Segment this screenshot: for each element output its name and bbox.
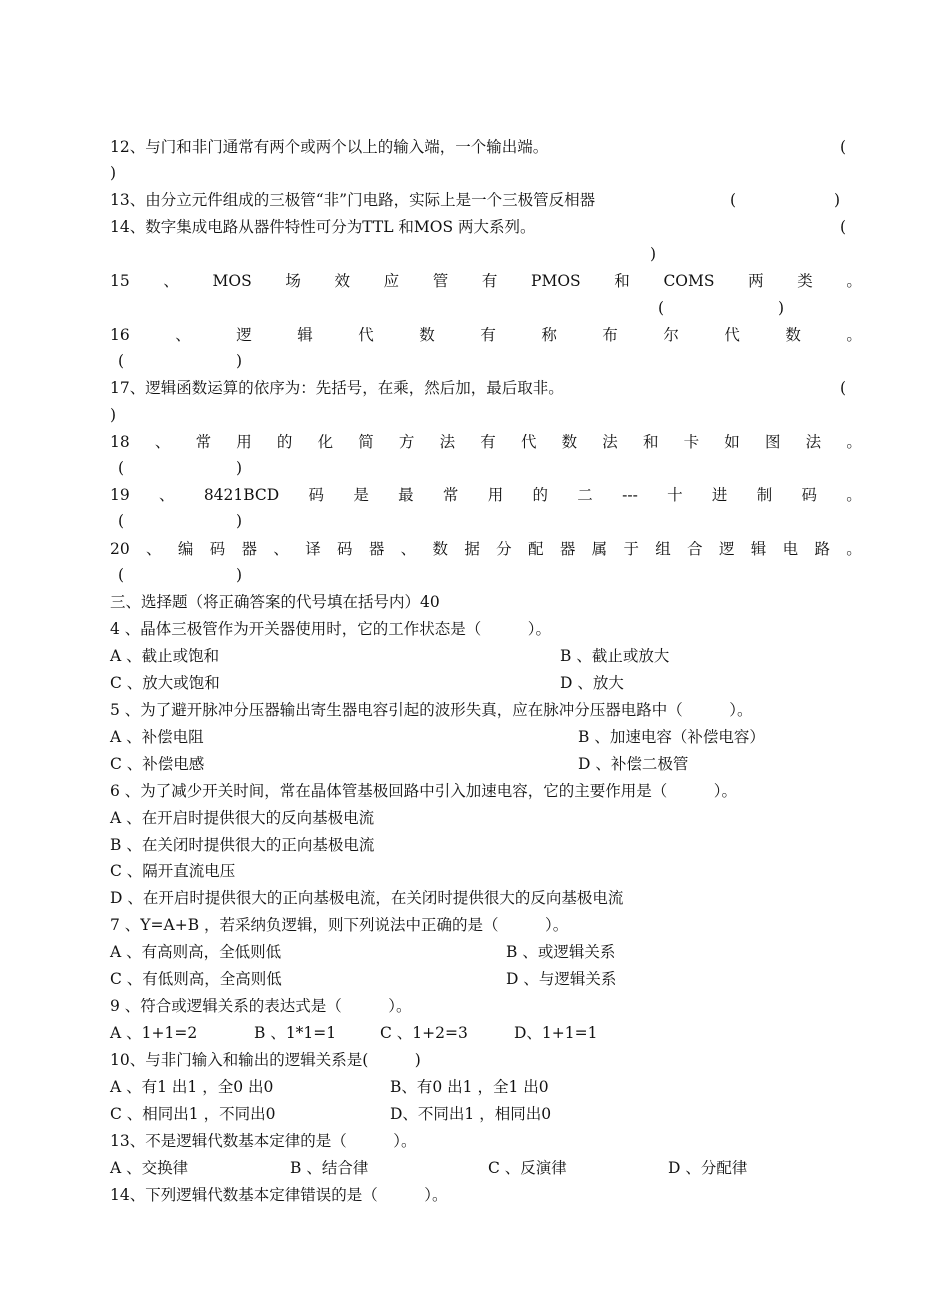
answer-close-paren: ): [834, 191, 841, 209]
question-text: 12、与门和非门通常有两个或两个以上的输入端，一个输出端。: [110, 138, 549, 156]
question-char: 。: [846, 540, 862, 558]
question-char: 器: [368, 540, 385, 558]
question-char: 、: [159, 486, 175, 504]
tf-question-19: [110, 482, 862, 508]
tf-question-16-parens: [110, 348, 862, 374]
question-char: PMOS: [531, 272, 581, 290]
question-char: 、: [175, 326, 191, 344]
question-char: 。: [846, 433, 862, 451]
option-a: A 、在开启时提供很大的反向基极电流: [110, 809, 375, 827]
mc-question-4-row-2: [110, 670, 862, 696]
mc-question-13-stem: 13、不是逻辑代数基本定律的是（ ）。: [110, 1132, 417, 1150]
question-char: 辑: [297, 326, 313, 344]
question-char: 电: [782, 540, 799, 558]
mc-question-10-stem: 10、与非门输入和输出的逻辑关系是( ): [110, 1051, 421, 1069]
question-char: 的: [532, 486, 549, 504]
question-char: 用: [487, 486, 504, 504]
question-char: 方: [398, 433, 415, 451]
question-char: 码: [801, 486, 817, 504]
question-char: 和: [642, 433, 659, 451]
question-char: 数: [419, 326, 435, 344]
question-char: 据: [464, 540, 480, 558]
question-char: 有: [480, 326, 496, 344]
question-char: 是: [353, 486, 369, 504]
question-char: 代: [724, 326, 740, 344]
question-char: 逻: [718, 540, 735, 558]
question-char: 如: [724, 433, 740, 451]
question-char: 、: [146, 540, 162, 558]
question-char: 分: [496, 540, 512, 558]
question-char: 。: [846, 486, 862, 504]
mc-question-10-row-1: [110, 1074, 862, 1100]
question-char: 场: [285, 272, 301, 290]
question-char: 数: [561, 433, 578, 451]
mc-question-7-row-2: [110, 966, 862, 992]
tf-question-13: [110, 187, 862, 213]
answer-open-paren: (: [658, 299, 665, 317]
mc-question-14-stem: 14、下列逻辑代数基本定律错误的是（ ）。: [110, 1186, 448, 1204]
question-char: 用: [236, 433, 252, 451]
question-char: 代: [358, 326, 374, 344]
mc-question-5-row-2: [110, 751, 862, 777]
answer-open-paren: (: [118, 352, 125, 370]
question-char: 管: [432, 272, 449, 290]
tf-question-16: [110, 322, 862, 348]
question-char: 效: [334, 272, 350, 290]
answer-close-paren: ): [110, 406, 117, 424]
answer-close-paren: ): [110, 164, 117, 182]
answer-close-paren: ): [236, 352, 243, 370]
tf-question-18: [110, 429, 862, 455]
question-char: 数: [785, 326, 801, 344]
question-char: 、: [163, 272, 179, 290]
tf-question-15: [110, 268, 862, 294]
question-char: 、: [400, 540, 417, 558]
question-char: 法: [439, 433, 456, 451]
question-char: 的: [276, 433, 293, 451]
answer-close-paren: ): [236, 459, 243, 477]
option-d: D 、与逻辑关系: [506, 970, 617, 988]
question-number: 20: [110, 540, 130, 558]
question-char: 编: [177, 540, 194, 558]
option-c: C 、反演律: [488, 1159, 567, 1177]
question-number: 18: [110, 433, 130, 451]
tf-question-17-close: [110, 402, 862, 428]
question-char: 辑: [750, 540, 767, 558]
tf-question-14-close: [110, 241, 862, 267]
option-c: C 、隔开直流电压: [110, 862, 236, 880]
option-b: B 、在关闭时提供很大的正向基极电流: [110, 836, 375, 854]
answer-open-paren: (: [730, 191, 737, 209]
question-char: 配: [527, 540, 544, 558]
option-b: B 、加速电容（补偿电容）: [578, 728, 765, 746]
option-d: D、不同出1 ，相同出0: [390, 1105, 552, 1123]
question-char: 码: [209, 540, 226, 558]
option-d: D 、分配律: [668, 1159, 748, 1177]
question-char: 和: [614, 272, 630, 290]
question-char: 进: [711, 486, 728, 504]
question-char: 制: [756, 486, 773, 504]
question-char: 于: [623, 540, 639, 558]
tf-question-18-parens: [110, 455, 862, 481]
question-char: 应: [383, 272, 400, 290]
question-char: 代: [520, 433, 537, 451]
option-b: B 、结合律: [290, 1159, 369, 1177]
tf-question-15-parens: [110, 295, 862, 321]
question-char: 最: [398, 486, 414, 504]
question-char: 码: [308, 486, 325, 504]
question-char: 类: [797, 272, 813, 290]
tf-question-20-parens: [110, 562, 862, 588]
option-d: D、1+1=1: [514, 1024, 598, 1042]
question-char: 有: [481, 272, 498, 290]
tf-question-19-parens: [110, 508, 862, 534]
question-char: 常: [195, 433, 212, 451]
question-char: 器: [241, 540, 258, 558]
answer-close-paren: ): [236, 512, 243, 530]
section-title: 三、选择题（将正确答案的代号填在括号内）40: [110, 593, 440, 611]
option-b: B、有0 出1 ，全1 出0: [390, 1078, 549, 1096]
tf-question-20: [110, 536, 862, 562]
mc-question-9-row: [110, 1020, 862, 1046]
option-b: B 、截止或放大: [560, 647, 670, 665]
question-text: 13、由分立元件组成的三极管“非”门电路，实际上是一个三极管反相器: [110, 191, 596, 209]
tf-question-12: [110, 134, 862, 160]
mc-question-5-row-1: [110, 724, 862, 750]
option-a: A 、有1 出1 ，全0 出0: [110, 1078, 274, 1096]
mc-question-4-row-1: [110, 643, 862, 669]
question-char: 译: [305, 540, 321, 558]
question-char: 图: [764, 433, 781, 451]
question-char: 尔: [663, 326, 679, 344]
answer-open-paren: (: [118, 512, 125, 530]
tf-question-12-close: [110, 160, 862, 186]
option-c: C 、放大或饱和: [110, 674, 220, 692]
option-b: B 、或逻辑关系: [506, 943, 616, 961]
question-char: 有: [480, 433, 496, 451]
answer-close-paren: ): [236, 566, 243, 584]
question-number: 16: [110, 326, 130, 344]
option-b: B 、1*1=1: [254, 1024, 337, 1042]
question-char: 常: [442, 486, 459, 504]
mc-question-10-row-2: [110, 1101, 862, 1127]
answer-open-paren: (: [840, 379, 847, 397]
question-number: 19: [110, 486, 130, 504]
question-char: 化: [317, 433, 334, 451]
question-char: 卡: [683, 433, 700, 451]
question-char: 合: [687, 540, 703, 558]
question-char: 。: [846, 326, 862, 344]
mc-question-4-stem: 4 、晶体三极管作为开关器使用时，它的工作状态是（ ）。: [110, 620, 552, 638]
question-char: 法: [805, 433, 822, 451]
answer-close-paren: ): [650, 245, 657, 263]
option-a: A 、1+1=2: [110, 1024, 198, 1042]
mc-question-7-stem: 7 、Y=A+B ，若采纳负逻辑，则下列说法中正确的是（ ）。: [110, 916, 569, 934]
question-char: 数: [432, 540, 449, 558]
answer-open-paren: (: [118, 566, 125, 584]
question-char: 属: [591, 540, 608, 558]
question-text: 17、逻辑函数运算的依序为：先括号，在乘，然后加，最后取非。: [110, 379, 564, 397]
option-d: D 、补偿二极管: [578, 755, 689, 773]
question-char: COMS: [663, 272, 715, 290]
question-char: 两: [748, 272, 764, 290]
option-c: C 、补偿电感: [110, 755, 205, 773]
question-char: 、: [273, 540, 289, 558]
question-char: 二: [577, 486, 593, 504]
option-a: A 、交换律: [110, 1159, 189, 1177]
question-char: 器: [559, 540, 576, 558]
option-c: C 、1+2=3: [380, 1024, 468, 1042]
answer-close-paren: ): [778, 299, 785, 317]
question-char: 逻: [236, 326, 252, 344]
option-d: D 、放大: [560, 674, 624, 692]
question-char: 简: [358, 433, 374, 451]
answer-open-paren: (: [840, 218, 847, 236]
question-char: MOS: [212, 272, 252, 290]
option-c: C 、有低则高，全高则低: [110, 970, 282, 988]
question-char: 组: [655, 540, 671, 558]
tf-question-17: [110, 375, 862, 401]
question-char: 法: [602, 433, 618, 451]
option-d: D 、在开启时提供很大的正向基极电流，在关闭时提供很大的反向基极电流: [110, 889, 624, 907]
question-char: 路: [814, 540, 830, 558]
question-number: 15: [110, 272, 130, 290]
mc-question-6-stem: 6 、为了减少开关时间，常在晶体管基极回路中引入加速电容，它的主要作用是（ ）。: [110, 782, 738, 800]
mc-question-13-row: [110, 1155, 862, 1181]
answer-open-paren: (: [118, 459, 125, 477]
question-char: 8421BCD: [203, 486, 280, 504]
option-c: C 、相同出1 ，不同出0: [110, 1105, 276, 1123]
option-a: A 、截止或饱和: [110, 647, 220, 665]
question-char: 布: [602, 326, 618, 344]
question-char: 、: [154, 433, 171, 451]
question-char: 码: [337, 540, 353, 558]
tf-question-14: [110, 214, 862, 240]
option-a: A 、有高则高，全低则低: [110, 943, 282, 961]
question-char: 称: [541, 326, 557, 344]
mc-question-5-stem: 5 、为了避开脉冲分压器输出寄生器电容引起的波形失真，应在脉冲分压器电路中（ ）。: [110, 701, 753, 719]
option-a: A 、补偿电阻: [110, 728, 204, 746]
question-char: 十: [667, 486, 683, 504]
question-char: 。: [846, 272, 862, 290]
mc-question-9-stem: 9 、符合或逻辑关系的表达式是（ ）。: [110, 997, 412, 1015]
answer-open-paren: (: [840, 138, 847, 156]
mc-question-7-row-1: [110, 939, 862, 965]
question-text: 14、数字集成电路从器件特性可分为TTL 和MOS 两大系列。: [110, 218, 536, 236]
question-char: ---: [622, 486, 638, 504]
